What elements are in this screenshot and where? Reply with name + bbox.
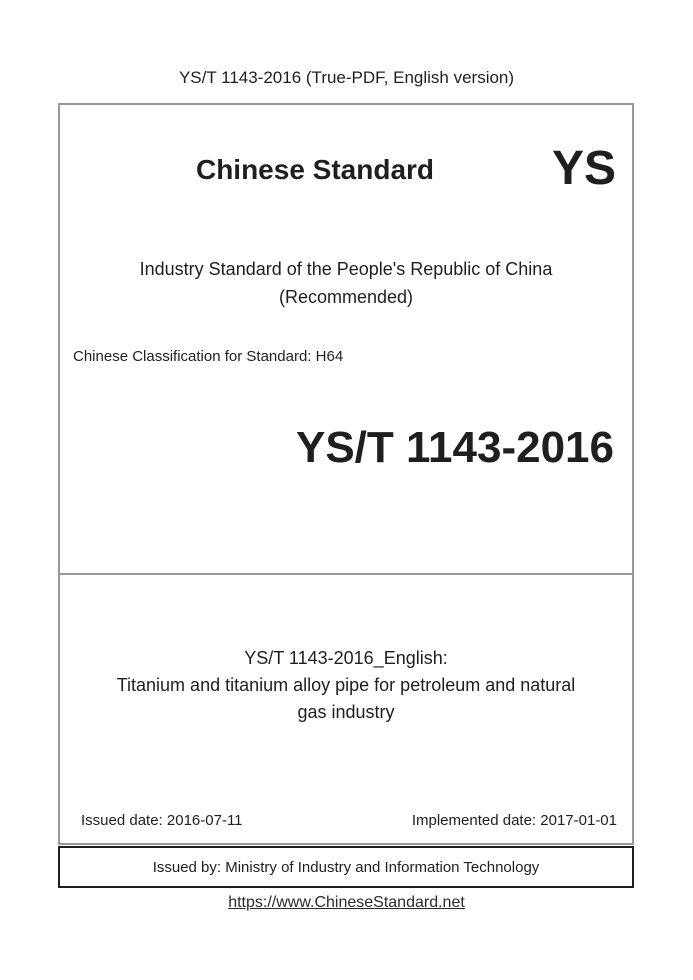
website-link[interactable]: https://www.ChineseStandard.net xyxy=(228,894,465,911)
english-title-heading: YS/T 1143-2016_English: xyxy=(244,648,448,668)
issued-by-label: Issued by: xyxy=(152,858,222,876)
ys-logo: YS xyxy=(551,142,616,195)
cover-box xyxy=(58,103,634,845)
issued-date-label: Issued date: xyxy=(81,812,163,829)
classification-line xyxy=(73,347,343,367)
subtitle-line: Industry Standard of the People's Republic of China xyxy=(139,259,553,279)
english-title-block xyxy=(60,645,632,726)
classification-label: Chinese Classification for Standard: xyxy=(73,348,312,365)
document-header-title: YS/T 1143-2016 (True-PDF, English version) xyxy=(178,68,515,87)
implemented-date-label: Implemented date: xyxy=(411,812,537,829)
implemented-date xyxy=(412,811,617,831)
dates-row xyxy=(60,811,632,831)
issued-date xyxy=(81,811,243,831)
classification-value: H64 xyxy=(315,348,344,365)
issued-date-value: 2016-07-11 xyxy=(166,812,243,829)
subtitle-note: (Recommended) xyxy=(278,287,414,307)
subtitle-block xyxy=(60,255,632,311)
english-title-line: gas industry xyxy=(297,702,395,722)
website-link-row xyxy=(0,893,693,913)
implemented-date-value: 2017-01-01 xyxy=(540,812,617,829)
brand-title: Chinese Standard xyxy=(195,154,435,185)
issued-by-box xyxy=(58,846,634,888)
standard-number: YS/T 1143-2016 xyxy=(295,423,614,472)
english-title-line: Titanium and titanium alloy pipe for petroleum and natural xyxy=(116,675,576,695)
issued-by-value: Ministry of Industry and Information Technology xyxy=(225,858,540,876)
section-divider xyxy=(60,573,632,575)
issued-by-line xyxy=(153,859,540,876)
